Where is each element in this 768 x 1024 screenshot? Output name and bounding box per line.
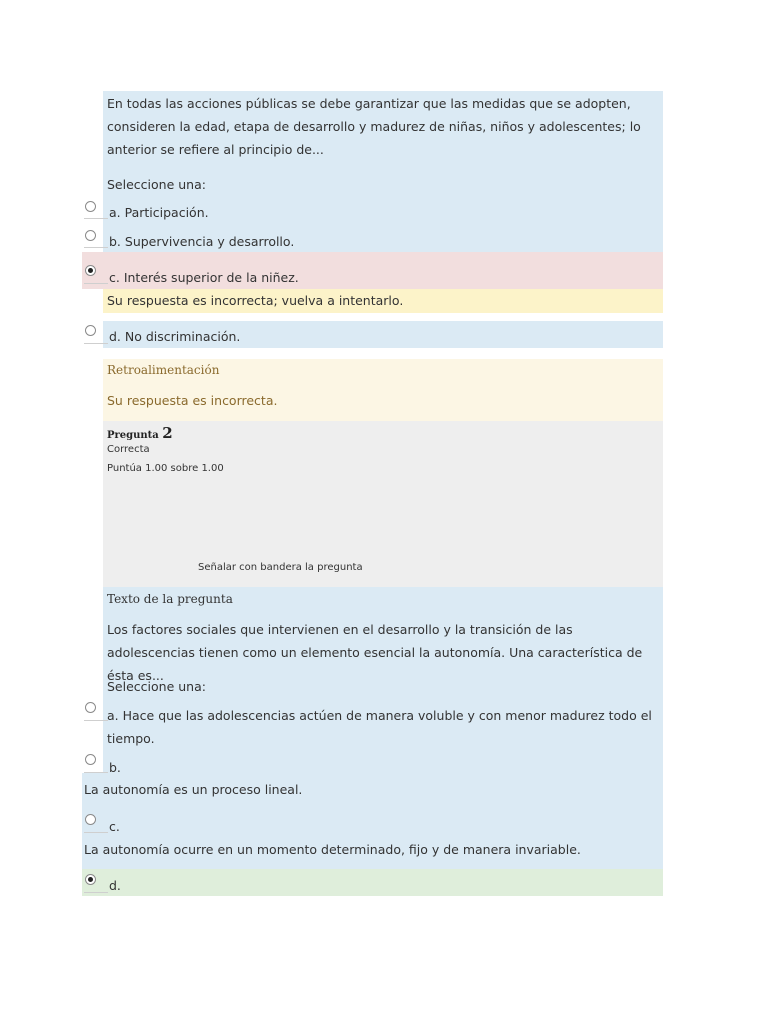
q1-option-b-underline — [84, 247, 108, 248]
q2-question-heading: Texto de la pregunta — [107, 592, 233, 606]
q2-option-b-radio[interactable] — [85, 754, 96, 765]
q1-option-b-radio[interactable] — [85, 230, 96, 241]
q2-option-b-label[interactable]: b. — [109, 760, 121, 775]
q2-option-c-radio[interactable] — [85, 814, 96, 825]
q1-option-c-radio[interactable] — [85, 265, 96, 276]
q1-option-d-underline — [84, 343, 108, 344]
q2-option-c-text: La autonomía ocurre en un momento determinado, fijo y de manera invariable. — [84, 842, 581, 857]
q2-info-panel — [103, 421, 663, 587]
q1-inline-feedback-text: Su respuesta es incorrecta; vuelva a intentarlo. — [107, 293, 404, 308]
q1-option-b-label[interactable]: b. Supervivencia y desarrollo. — [109, 234, 295, 249]
q1-option-d-radio[interactable] — [85, 325, 96, 336]
q1-feedback-title: Retroalimentación — [107, 363, 220, 377]
q1-option-a-underline — [84, 218, 108, 219]
q2-score: Puntúa 1.00 sobre 1.00 — [107, 463, 224, 474]
q2-number: 2 — [162, 424, 173, 442]
q2-pregunta-label: Pregunta — [107, 430, 159, 441]
q1-option-a-radio[interactable] — [85, 201, 96, 212]
q1-option-c-underline — [84, 283, 108, 284]
q1-feedback-text: Su respuesta es incorrecta. — [107, 393, 278, 408]
q1-select-label: Seleccione una: — [107, 177, 206, 192]
q2-question-text: Los factores sociales que intervienen en el desarrollo y la transición de las adolescencias tienen como un elemento esencial la autonomía. Una característica de ésta es... — [107, 622, 643, 683]
q2-option-c-label[interactable]: c. — [109, 819, 120, 834]
q2-option-c-underline — [84, 832, 108, 833]
q1-option-d-label[interactable]: d. No discriminación. — [109, 329, 241, 344]
q1-option-a-label[interactable]: a. Participación. — [109, 205, 209, 220]
q2-option-b-text: La autonomía es un proceso lineal. — [84, 782, 303, 797]
q2-option-b-underline — [84, 772, 108, 773]
q2-option-a-underline — [84, 720, 108, 721]
q2-status: Correcta — [107, 444, 150, 455]
q1-option-c-label[interactable]: c. Interés superior de la niñez. — [109, 270, 299, 285]
q2-option-a-label[interactable]: a. Hace que las adolescencias actúen de manera voluble y con menor madurez todo el tiempo. — [107, 708, 652, 746]
q2-option-d-label[interactable]: d. — [109, 878, 121, 893]
q2-select-label: Seleccione una: — [107, 679, 206, 694]
q2-option-d-radio[interactable] — [85, 874, 96, 885]
q2-option-d-correct-row — [82, 869, 663, 896]
q1-question-text: En todas las acciones públicas se debe garantizar que las medidas que se adopten, consideren la edad, etapa de desarrollo y madurez de niñas, niños y adolescentes; lo anterior se refiere al principio de... — [107, 96, 641, 157]
q2-option-a-radio[interactable] — [85, 702, 96, 713]
q2-flag-link[interactable]: Señalar con bandera la pregunta — [198, 562, 363, 573]
q2-option-d-underline — [84, 892, 108, 893]
